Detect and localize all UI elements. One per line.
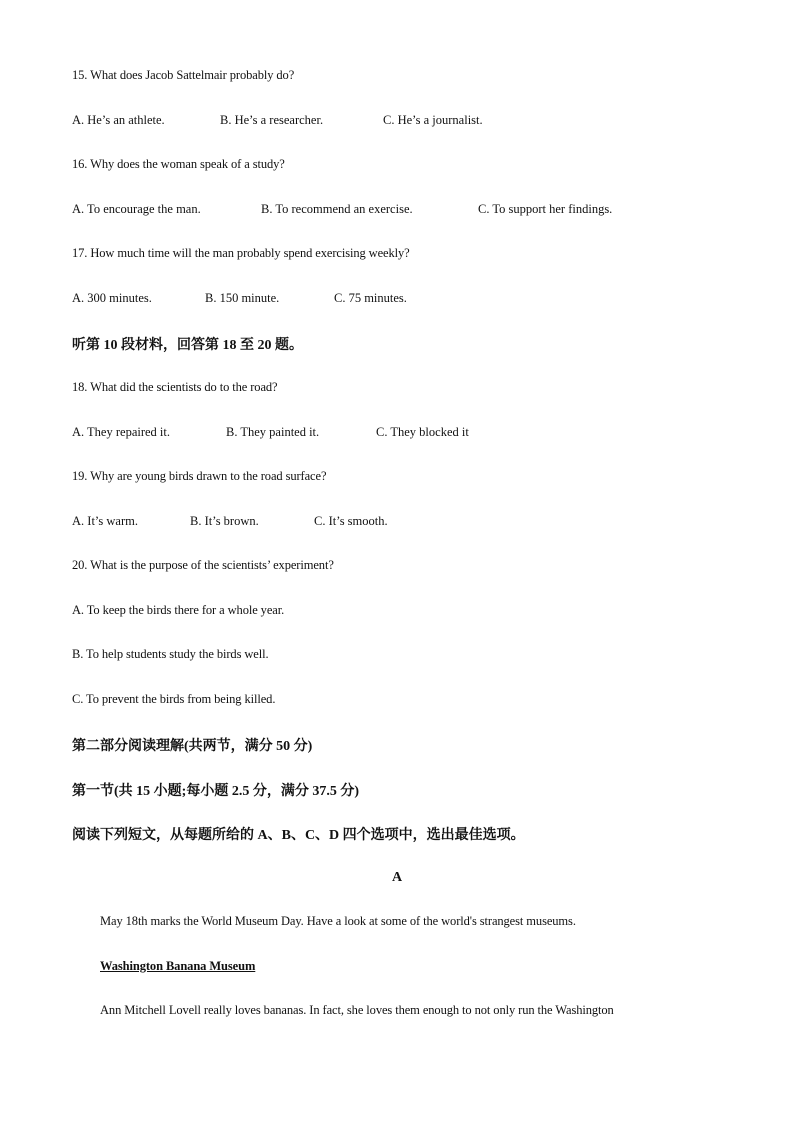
passage-subtitle: Washington Banana Museum xyxy=(100,959,256,973)
question-17-option-c: C. 75 minutes. xyxy=(334,291,407,305)
question-15-option-c: C. He’s a journalist. xyxy=(383,113,483,127)
part2-section1-title: 第一节(共 15 小题;每小题 2.5 分，满分 37.5 分) xyxy=(72,784,359,799)
question-19-option-b: B. It’s brown. xyxy=(190,514,259,528)
question-19-option-a: A. It’s warm. xyxy=(72,514,138,528)
question-20-option-c: C. To prevent the birds from being killed. xyxy=(72,692,276,706)
question-20-option-a: A. To keep the birds there for a whole year. xyxy=(72,603,285,617)
question-16-option-b: B. To recommend an exercise. xyxy=(261,202,413,216)
question-18-stem: 18. What did the scientists do to the road? xyxy=(72,380,278,394)
passage-label: A xyxy=(391,870,403,885)
part2-instruction: 阅读下列短文，从每题所给的 A、B、C、D 四个选项中，选出最佳选项。 xyxy=(72,828,525,843)
question-15-stem: 15. What does Jacob Sattelmair probably do? xyxy=(72,68,295,82)
question-20-stem: 20. What is the purpose of the scientists’ experiment? xyxy=(72,558,334,572)
question-15-option-a: A. He’s an athlete. xyxy=(72,113,165,127)
question-18-option-a: A. They repaired it. xyxy=(72,425,170,439)
part2-title: 第二部分阅读理解(共两节，满分 50 分) xyxy=(72,739,313,754)
question-17-stem: 17. How much time will the man probably spend exercising weekly? xyxy=(72,246,410,260)
question-16-option-a: A. To encourage the man. xyxy=(72,202,201,216)
question-16-option-c: C. To support her findings. xyxy=(478,202,613,216)
question-20-option-b: B. To help students study the birds well. xyxy=(72,647,269,661)
section-instruction: 听第 10 段材料，回答第 18 至 20 题。 xyxy=(72,338,303,353)
passage-intro: May 18th marks the World Museum Day. Have a look at some of the world's strangest museums. xyxy=(100,914,576,928)
question-17-option-b: B. 150 minute. xyxy=(205,291,280,305)
question-17-option-a: A. 300 minutes. xyxy=(72,291,152,305)
question-18-option-b: B. They painted it. xyxy=(226,425,320,439)
question-19-stem: 19. Why are young birds drawn to the road surface? xyxy=(72,469,327,483)
question-19-option-c: C. It’s smooth. xyxy=(314,514,388,528)
passage-paragraph: Ann Mitchell Lovell really loves bananas. In fact, she loves them enough to not only run the Washington xyxy=(100,1003,614,1017)
question-15-option-b: B. He’s a researcher. xyxy=(220,113,324,127)
question-16-stem: 16. Why does the woman speak of a study? xyxy=(72,157,285,171)
question-18-option-c: C. They blocked it xyxy=(376,425,469,439)
